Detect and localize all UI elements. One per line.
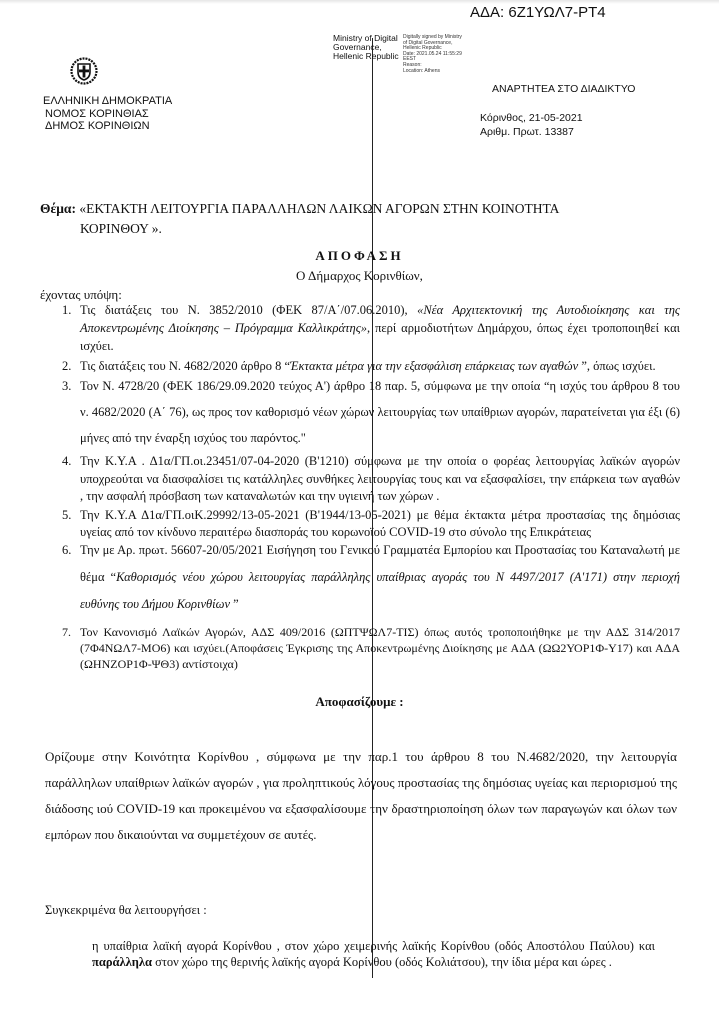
signature-details [403, 35, 462, 74]
reference-item: 6. Την με Αρ. πρωτ. 56607-20/05/2021 Εισήγηση του Γενικού Γραμματέα Εμπορίου και Προστασίας του Καταναλωτή με θέμα “Καθορισμός νέου χώρου λειτουργίας παράλληλης υπαίθριας αγοράς του Ν 4497/2017 (Α'171) στην περιοχή ευθύνης του Δήμου Κορινθίων ” [62, 542, 680, 611]
resolution-paragraph: Ορίζουμε στην Κοινότητα Κορίνθου , σύμφωνα με την παρ.1 του άρθρου 8 του Ν.4682/2020, την λειτουργία παράλληλων υπαίθριων λαϊκών αγορών , για προληπτικούς λόγους προστασίας της δημόσιας υγείας και περιορισμού της διάδοσης ιού COVID-19 και προκειμένου να εξασφαλίσουμε την δραστηριοποίηση όλων των παραγωγών και όλων των εμπόρων που δικαιούνται να συμμετέχουν σε αυτές. [45, 749, 677, 842]
reference-item: 1. Τις διατάξεις του Ν. 3852/2010 (ΦΕΚ 87/Α΄/07.06.2010), «Νέα Αρχιτεκτονική της Αυτοδιοίκησης και της Αποκεντρωμένης Διοίκησης – Πρόγραμμα Καλλικράτης», περί αρμοδιοτήτων Δημάρχου, όπως έχει τροποποιηθεί και ισχύει. [62, 303, 680, 353]
considering-label: έχοντας υπόψη: [40, 287, 122, 302]
place-date-block [480, 111, 583, 139]
subject-text-cont: ΚΟΡΙΝΘΟΥ ». [80, 221, 162, 236]
signature-line: EEST [403, 56, 417, 63]
signer-line: Hellenic Republic [333, 51, 399, 61]
place-date: Κόρινθος, 21-05-2021 [480, 112, 583, 124]
org-line: ΕΛΛΗΝΙΚΗ ΔΗΜΟΚΡΑΤΙΑ [43, 95, 173, 107]
digital-signer [333, 34, 399, 61]
ada-code: ΑΔΑ: 6Ζ1ΥΩΛ7-ΡΤ4 [470, 4, 606, 21]
signature-line: Digitally signed by Ministry [403, 34, 462, 40]
reference-item: 4. Την Κ.Υ.Α . Δ1α/ΓΠ.οι.23451/07-04-2020 (Β'1210) σύμφωνα με την οποία ο φορέας λειτουργίας λαϊκών αγορών υποχρεούται να διασφαλίσει τις κατάλληλες συνθήκες λειτουργίας τους και να εξασφαλίσει, την επάρκεια των αγαθών , την ασφαλή πρόσβαση των καταναλωτών και την υγιεινή των χώρων . [62, 454, 680, 503]
hellenic-emblem-icon [70, 57, 98, 85]
signer-line: Ministry of Digital [333, 33, 398, 43]
protocol-number: Αριθμ. Πρωτ. 13387 [480, 126, 574, 138]
reference-item: 5. Την Κ.Υ.Α Δ1α/ΓΠ.οιΚ.29992/13-05-2021 (Β'1944/13-05-2021) με θέμα έκτακτα μέτρα προστασίας της δημόσιας υγείας από τον κίνδυνο περαιτέρω διασποράς του κορωνοϊού COVID-19 στο σύνολο της Επικράτειας [62, 507, 680, 539]
reference-item: 2. Τις διατάξεις του Ν. 4682/2020 άρθρο 8 “Έκτακτα μέτρα για την εξασφάλιση επάρκειας των αγαθών ”, όπως ισχύει. [62, 359, 656, 373]
reference-item: 3. Τον Ν. 4728/20 (ΦΕΚ 186/29.09.2020 τεύχος Α') άρθρο 18 παρ. 5, σύμφωνα με την οποία “η ισχύς του άρθρου 8 του ν. 4682/2020 (Α΄ 76), ως προς τον καθορισμό νέων χώρων λειτουργίας των υπαίθριων αγορών, παρατείνεται για έξι (6) μήνες από την έναρξη ισχύος του παρόντος." [62, 379, 680, 445]
org-line: ΝΟΜΟΣ ΚΟΡΙΝΘΙΑΣ [45, 107, 149, 120]
subject [40, 199, 680, 239]
posting-note: ΑΝΑΡΤΗΤΕΑ ΣΤΟ ΔΙΑΔΙΚΤΥΟ [492, 83, 636, 95]
signer-line: Governance, [333, 42, 382, 52]
signature-line: Hellenic Republic [403, 45, 442, 52]
signature-line: Location: Athens [403, 67, 440, 74]
resolution-heading: Αποφασίζουμε : [315, 694, 404, 709]
subject-label: Θέμα: [40, 201, 76, 216]
subject-text: «ΕΚΤΑΚΤΗ ΛΕΙΤΟΥΡΓΙΑ ΠΑΡΑΛΛΗΛΩΝ ΛΑΙΚΩΝ ΑΓΟΡΩΝ ΣΤΗΝ ΚΟΙΝΟΤΗΤΑ [79, 201, 560, 216]
references-list [40, 301, 680, 672]
issuing-organization [43, 95, 172, 133]
org-line: ΔΗΜΟΣ ΚΟΡΙΝΘΙΩΝ [45, 120, 150, 132]
signature-line: Date: 2021.05.24 11:55:29 [403, 50, 462, 57]
decision-title: ΑΠΟΦΑΣΗ [315, 248, 404, 263]
market-locations: η υπαίθρια λαϊκή αγορά Κορίνθου , στον χώρο χειμερινής λαϊκής Κορίνθου (οδός Αποστόλου Παύλου) και παράλληλα στον χώρο της θερινής λαϊκής αγορά Κορίνθου (οδός Κολιάτσου), την ίδια μέρα και ώρες . [92, 939, 655, 969]
signature-line: Reason: [403, 61, 422, 68]
reference-item: 7. Τον Κανονισμό Λαϊκών Αγορών, ΑΔΣ 409/2016 (ΩΠΤΨΩΛ7-ΤΙΣ) όπως αυτός τροποποιήθηκε με την ΑΔΣ 314/2017 (7Φ4ΝΩΛ7-ΜΟ6) και ισχύει.(Αποφάσεις Έγκρισης της Αποκεντρωμένης Διοίκησης με ΑΔΑ (ΩΩ2ΥΟΡ1Φ-Υ17) και ΑΔΑ (ΩΗΝΖΟΡ1Φ-ΨΘ3) αντίστοιχα) [62, 624, 680, 671]
signature-line: of Digital Governance, [403, 39, 453, 46]
page-top-edge [0, 0, 719, 4]
specifically-label: Συγκεκριμένα θα λειτουργήσει : [45, 903, 207, 917]
decision-issuer: Ο Δήμαρχος Κορινθίων, [296, 268, 423, 283]
